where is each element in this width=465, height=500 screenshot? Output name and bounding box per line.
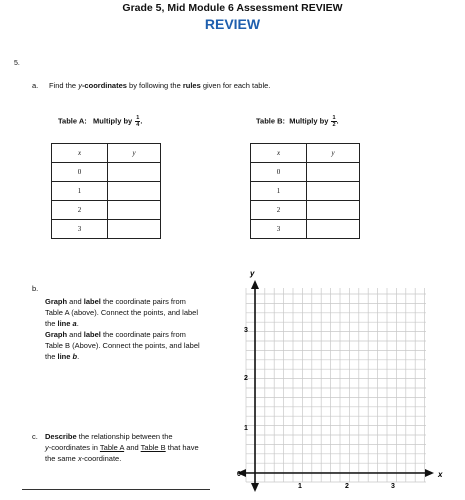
coordinate-grid[interactable] [228,266,465,500]
table-a-header-y: y [108,144,161,163]
part-c-line [45,431,245,442]
table-b-label: Table B: [256,116,286,126]
y-tick-label: 3 [244,327,248,334]
part-a-instruction [49,80,270,91]
table-a-frac-den: 4 [136,122,140,128]
word-and: and [67,297,84,306]
table-b-y-input[interactable] [307,220,360,239]
table-a-x-cell: 2 [52,201,108,220]
table-b-x-cell: 1 [251,182,307,201]
part-b-instructions [45,296,240,362]
table-b-x-cell: 0 [251,163,307,182]
part-b-line [45,318,240,329]
part-c-label: c. [32,432,38,441]
x-tick-label: 3 [391,483,395,490]
table-row [52,144,161,163]
x-tick-label: 2 [345,483,349,490]
table-a-fraction [135,115,140,128]
y-var: y [45,443,49,452]
table-a-frac-num: 1 [136,115,140,121]
grid-lines [246,288,426,482]
part-b-text: the coordinate pairs from [100,297,186,306]
part-c-text: the same [45,454,78,463]
part-b-label: b. [32,284,39,293]
part-c-instructions [45,431,245,464]
instr-var: y [78,81,82,90]
part-b-line [45,296,240,307]
table-row [52,163,161,182]
part-b-text: the [45,352,58,361]
word-label: label [83,297,101,306]
line-b-var: b [70,352,78,361]
table-a-y-input[interactable] [108,201,161,220]
part-c-text: in [90,443,100,452]
table-row [52,201,161,220]
table-a-x-cell: 3 [52,220,108,239]
table-a-y-input[interactable] [108,163,161,182]
table-a-rule: Multiply by [93,116,133,126]
table-row [251,182,360,201]
x-var: x [77,454,82,463]
word-label: label [83,330,101,339]
page-subtitle: REVIEW [204,16,261,32]
table-row [52,220,161,239]
x-axis-label: x [438,470,443,479]
line-a-var: a [70,319,77,328]
word-and: and [67,330,84,339]
instr-text-2: by following the [126,81,183,90]
x-tick-label: 1 [298,483,302,490]
page-title: Grade 5, Mid Module 6 Assessment REVIEW [122,2,343,14]
table-row [52,182,161,201]
table-b [250,143,360,239]
table-row [251,144,360,163]
table-b-rule: Multiply by [289,116,329,126]
period: . [76,319,79,328]
part-b-line [45,329,240,340]
part-c-text: -coordinates [48,443,91,452]
table-b-frac-den: 2 [332,122,336,128]
period: . [77,352,80,361]
y-axis-label: y [250,269,255,278]
instr-text-3: given for each table. [200,81,271,90]
instr-rules: rules [182,81,201,90]
table-a-ref: Table A [99,443,125,452]
y-tick-label: 1 [244,425,248,432]
part-c-text: and [124,443,141,452]
instr-text: Find the [49,81,79,90]
table-b-frac-num: 1 [332,115,336,121]
part-a-label: a. [32,81,39,90]
table-b-y-input[interactable] [307,182,360,201]
table-a-y-input[interactable] [108,220,161,239]
part-c-line [45,453,245,464]
table-row [251,201,360,220]
table-b-ref: Table B [140,443,166,452]
table-b-x-cell: 3 [251,220,307,239]
y-axis-arrow-up-icon [251,280,259,289]
table-a-title: Table A: Multiply by $\frac{1}{4}$ . [58,115,143,128]
question-number: 5. [14,60,20,67]
y-tick-label: 2 [244,375,248,382]
part-b-line: Table A (above). Connect the points, and label [45,308,199,317]
table-b-fraction [331,115,336,128]
part-b-text: the coordinate pairs from [100,330,186,339]
x-axis-arrow-right-icon [425,469,434,477]
part-c-text: that have [165,443,199,452]
table-a-x-cell: 0 [52,163,108,182]
part-c-text: the relationship between the [76,432,173,441]
table-b-y-input[interactable] [307,201,360,220]
part-b-line: Table B (Above). Connect the points, and label [45,341,200,350]
answer-line[interactable] [22,489,210,490]
word-describe: Describe [45,432,77,441]
part-b-text: the [45,319,58,328]
table-a-x-cell: 1 [52,182,108,201]
word-graph: Graph [45,330,68,339]
table-a [51,143,161,239]
table-row [251,220,360,239]
table-b-header-x: x [251,144,307,163]
table-b-x-cell: 2 [251,201,307,220]
table-row [251,163,360,182]
word-line: line [57,319,71,328]
table-a-y-input[interactable] [108,182,161,201]
part-b-line [45,351,240,362]
y-axis-arrow-down-icon [251,483,259,492]
word-line: line [57,352,71,361]
part-c-line [45,442,245,453]
word-graph: Graph [45,297,68,306]
table-a-label: Table A: [58,116,87,126]
table-b-y-input[interactable] [307,163,360,182]
instr-coords: -coordinates [81,81,127,90]
table-a-header-x: x [52,144,108,163]
part-c-text: -coordinate. [81,454,122,463]
table-b-title: Table B: Multiply by $\frac{1}{2}$ . [256,115,339,128]
table-b-header-y: y [307,144,360,163]
origin-label: 0 [237,471,241,478]
